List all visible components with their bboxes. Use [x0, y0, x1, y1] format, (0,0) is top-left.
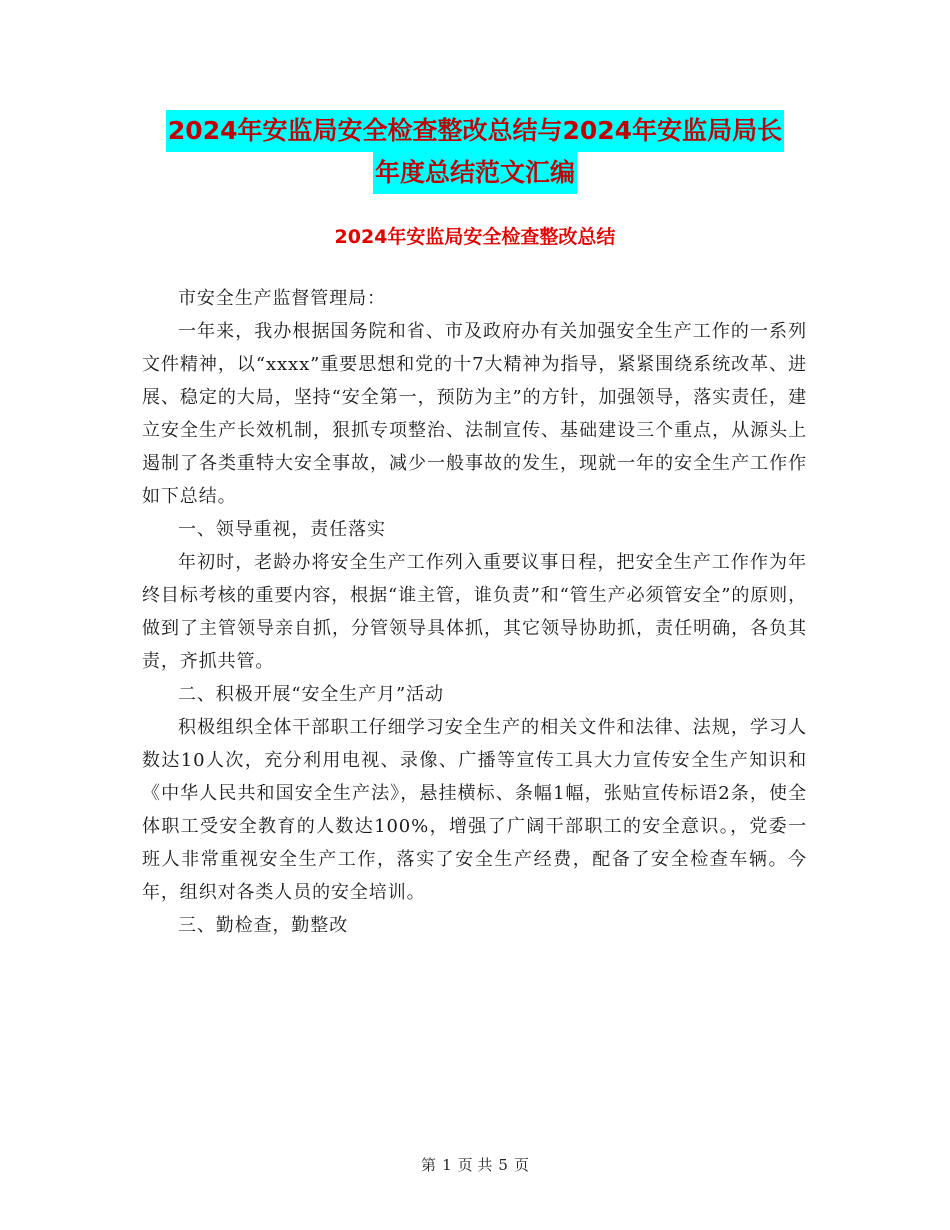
title-line-2: 年度总结范文汇编	[373, 152, 577, 194]
document-body	[142, 282, 807, 942]
page-mid: 页 共	[457, 1156, 493, 1174]
section-heading-2: 二、积极开展“安全生产月”活动	[178, 684, 444, 705]
paragraph-section-2: 积极组织全体干部职工仔细学习安全生产的相关文件和法律、法规，学习人数达10人次，充分利用电视、录像、广播等宣传工具大力宣传安全生产知识和《中华人民共和国安全生产法》，悬挂横标、条幅1幅，张贴宣传标语2条，使全体职工受安全教育的人数达100%，增强了广阔干部职工的安全意识。，党委一班人非常重视安全生产工作，落实了安全生产经费，配备了安全检查车辆。今年，组织对各类人员的安全培训。	[142, 717, 807, 903]
page-prefix: 第	[421, 1156, 437, 1174]
section-subtitle: 2024年安监局安全检查整改总结	[334, 226, 616, 248]
section-heading-3: 三、勤检查，勤整改	[178, 915, 349, 936]
document-title	[0, 110, 950, 194]
paragraph-section-1: 年初时，老龄办将安全生产工作列入重要议事日程，把安全生产工作作为年终目标考核的重要内容，根据“谁主管，谁负责”和“管生产必须管安全”的原则，做到了主管领导亲自抓，分管领导具体抓，其它领导协助抓，责任明确，各负其责，齐抓共管。	[142, 552, 807, 672]
page-suffix: 页	[513, 1156, 529, 1174]
page-total: 5	[498, 1156, 508, 1174]
page-footer	[0, 1154, 950, 1175]
section-heading-1: 一、领导重视，责任落实	[178, 519, 386, 540]
page-current: 1	[442, 1156, 452, 1174]
title-line-1: 2024年安监局安全检查整改总结与2024年安监局局长	[166, 110, 784, 152]
paragraph-intro: 一年来，我办根据国务院和省、市及政府办有关加强安全生产工作的一系列文件精神，以“xxxx”重要思想和党的十7大精神为指导，紧紧围绕系统改革、进展、稳定的大局，坚持“安全第一，预防为主”的方针，加强领导，落实责任，建立安全生产长效机制，狠抓专项整治、法制宣传、基础建设三个重点，从源头上遏制了各类重特大安全事故，减少一般事故的发生，现就一年的安全生产工作作如下总结。	[142, 321, 807, 507]
salutation: 市安全生产监督管理局：	[178, 288, 386, 309]
